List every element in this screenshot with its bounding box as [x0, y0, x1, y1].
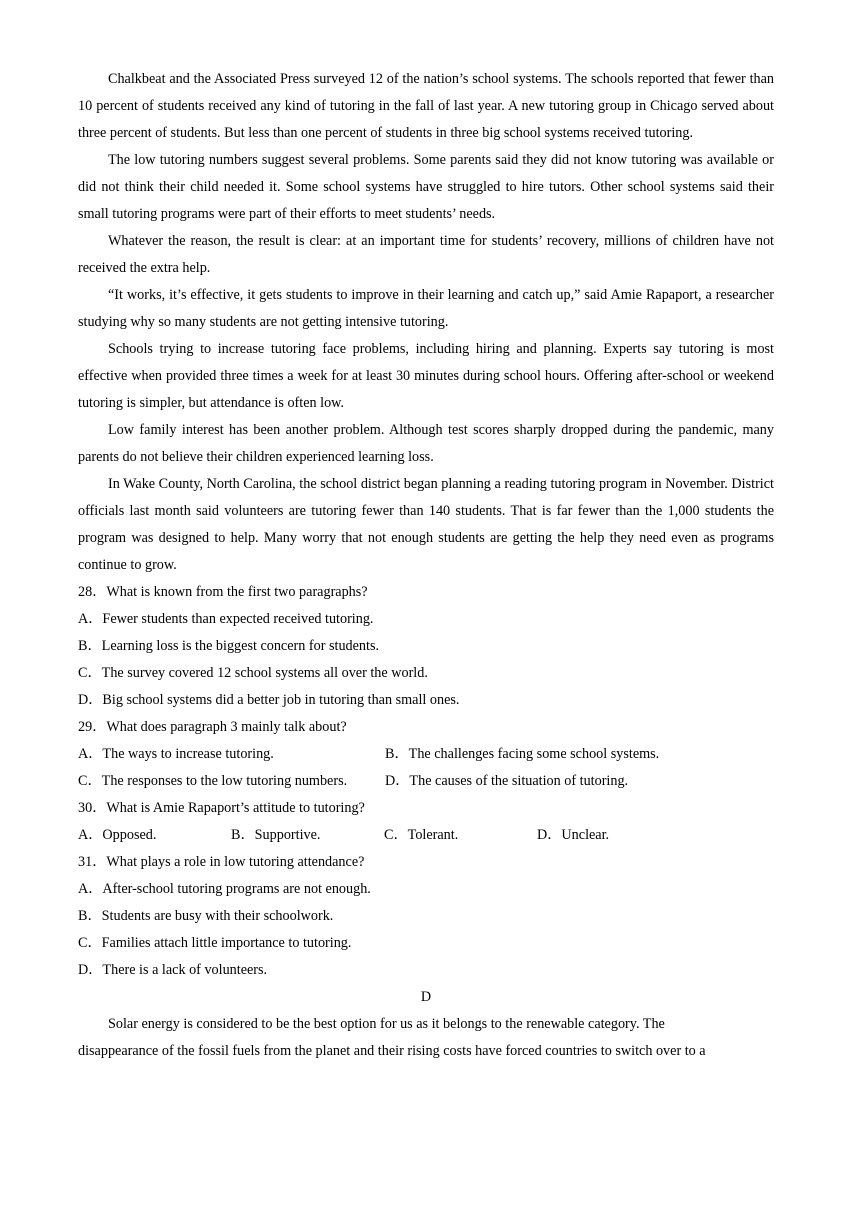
paragraph-4: “It works, it’s effective, it gets students to improve in their learning and catch up,” said Amie Rapaport, a researcher studying why so many students are not getting intensive tutoring.: [78, 287, 774, 330]
question-30-option-d: D．Unclear.: [537, 827, 610, 843]
question-31-option-c: C．Families attach little importance to tutoring.: [78, 935, 352, 951]
question-30-option-b: B．Supportive.: [231, 827, 321, 843]
question-28-stem: 28．What is known from the first two paragraphs?: [78, 584, 368, 600]
question-30-stem: 30．What is Amie Rapaport’s attitude to tutoring?: [78, 800, 365, 816]
paragraph-3: Whatever the reason, the result is clear: at an important time for students’ recovery, millions of children have not received the extra help.: [78, 233, 774, 276]
question-29-option-b: B．The challenges facing some school systems.: [385, 746, 660, 762]
question-30-option-a: A．Opposed.: [78, 827, 157, 843]
question-31-stem: 31．What plays a role in low tutoring attendance?: [78, 854, 365, 870]
question-29-row-2: [78, 768, 774, 795]
question-29-option-a: A．The ways to increase tutoring.: [78, 746, 274, 762]
question-28-option-a: A．Fewer students than expected received tutoring.: [78, 611, 374, 627]
question-28-option-c: C．The survey covered 12 school systems all over the world.: [78, 665, 428, 681]
passage-content: [78, 66, 774, 1065]
paragraph-6: Low family interest has been another problem. Although test scores sharply dropped during the pandemic, many parents do not believe their children experienced learning loss.: [78, 422, 774, 465]
section-d-heading: D: [420, 989, 432, 1005]
paragraph-5: Schools trying to increase tutoring face problems, including hiring and planning. Experts say tutoring is most effective when provided three times a week for at least 30 minutes during school hours. Offering after-school or weekend tutoring is simpler, but attendance is often low.: [78, 341, 774, 411]
question-31-option-a: A．After-school tutoring programs are not enough.: [78, 881, 371, 897]
paragraph-2: The low tutoring numbers suggest several problems. Some parents said they did not know tutoring was available or did not think their child needed it. Some school systems have struggled to hire tutors. Other school systems said their small tutoring programs were part of their efforts to meet students’ needs.: [78, 152, 774, 222]
question-29-option-d: D．The causes of the situation of tutoring.: [385, 773, 629, 789]
question-29-option-c: C．The responses to the low tutoring numbers.: [78, 773, 348, 789]
question-31-option-b: B．Students are busy with their schoolwork.: [78, 908, 334, 924]
paragraph-1: Chalkbeat and the Associated Press surveyed 12 of the nation’s school systems. The schools reported that fewer than 10 percent of students received any kind of tutoring in the fall of last year. A new tutoring group in Chicago served about three percent of students. But less than one percent of students in three big school systems received tutoring.: [78, 71, 774, 141]
question-30-row: [78, 822, 774, 849]
section-d-paragraph-line-2: disappearance of the fossil fuels from the planet and their rising costs have forced countries to switch over to a: [78, 1043, 706, 1059]
question-31-option-d: D．There is a lack of volunteers.: [78, 962, 268, 978]
section-d-paragraph-line-1: Solar energy is considered to be the best option for us as it belongs to the renewable category. The: [108, 1016, 665, 1032]
paragraph-7: In Wake County, North Carolina, the school district began planning a reading tutoring program in November. District officials last month said volunteers are tutoring fewer than 140 students. That is far fewer than the 1,000 students the program was designed to help. Many worry that not enough students are getting the help they need even as programs continue to grow.: [78, 476, 774, 573]
question-29-row-1: [78, 741, 774, 768]
question-28-option-d: D．Big school systems did a better job in tutoring than small ones.: [78, 692, 460, 708]
question-30-option-c: C．Tolerant.: [384, 827, 459, 843]
question-28-option-b: B．Learning loss is the biggest concern for students.: [78, 638, 380, 654]
question-29-stem: 29．What does paragraph 3 mainly talk about?: [78, 719, 347, 735]
